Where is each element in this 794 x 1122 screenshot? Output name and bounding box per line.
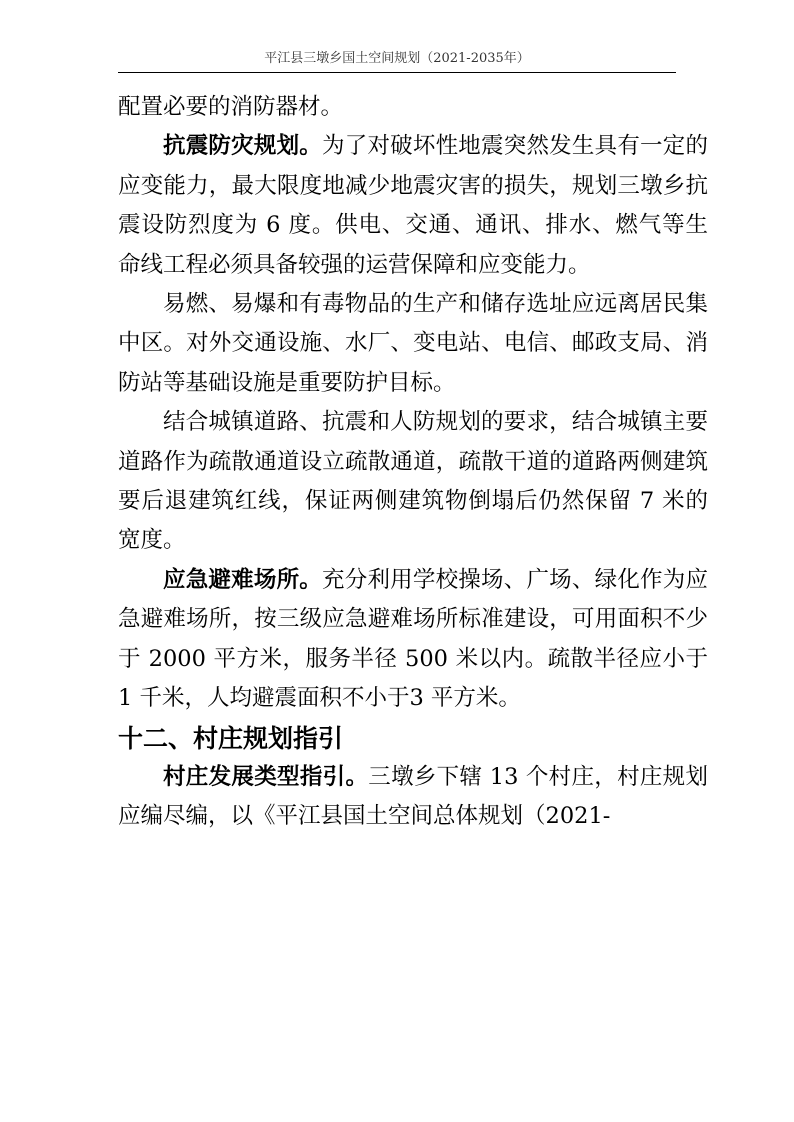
lead-shelter: 应急避难场所。 (163, 566, 323, 593)
header-rule (118, 72, 676, 73)
paragraph-seismic (118, 127, 708, 285)
running-header: 平江县三墩乡国土空间规划（2021-2035年） (264, 51, 530, 66)
text-seismic: 为了对破坏性地震突然发生具有一定的应变能力，最大限度地减少地震灾害的损失，规划三墩乡抗震设防烈度为 6 度。供电、交通、通讯、排水、燃气等生命线工程必须具备较强的运营保障和应变能力。 (118, 133, 708, 278)
lead-seismic: 抗震防灾规划。 (163, 133, 323, 160)
paragraph-emergency-shelter (118, 561, 708, 719)
lead-village: 村庄发展类型指引。 (163, 763, 369, 790)
paragraph-hazardous-materials: 易燃、易爆和有毒物品的生产和储存选址应远离居民集中区。对外交通设施、水厂、变电站、电信、邮政支局、消防站等基础设施是重要防护目标。 (118, 291, 708, 396)
section-heading: 十二、村庄规划指引 (118, 723, 344, 753)
paragraph-evacuation: 结合城镇道路、抗震和人防规划的要求，结合城镇主要道路作为疏散通道设立疏散通道，疏散干道的道路两侧建筑要后退建筑红线，保证两侧建筑物倒塌后仍然保留 7 米的宽度。 (118, 409, 708, 554)
paragraph-village (118, 758, 708, 837)
text-village: 三墩乡下辖 13 个村庄，村庄规划应编尽编，以《平江县国土空间总体规划（2021- (118, 763, 708, 830)
body-text (118, 88, 708, 837)
text-shelter: 充分利用学校操场、广场、绿化作为应急避难场所，按三级应急避难场所标准建设，可用面积不少于 2000 平方米，服务半径 500 米以内。疏散半径应小于1 千米，人均避震面积不小于3 平方米。 (118, 566, 708, 712)
paragraph-fire-equipment: 配置必要的消防器材。 (118, 94, 344, 120)
